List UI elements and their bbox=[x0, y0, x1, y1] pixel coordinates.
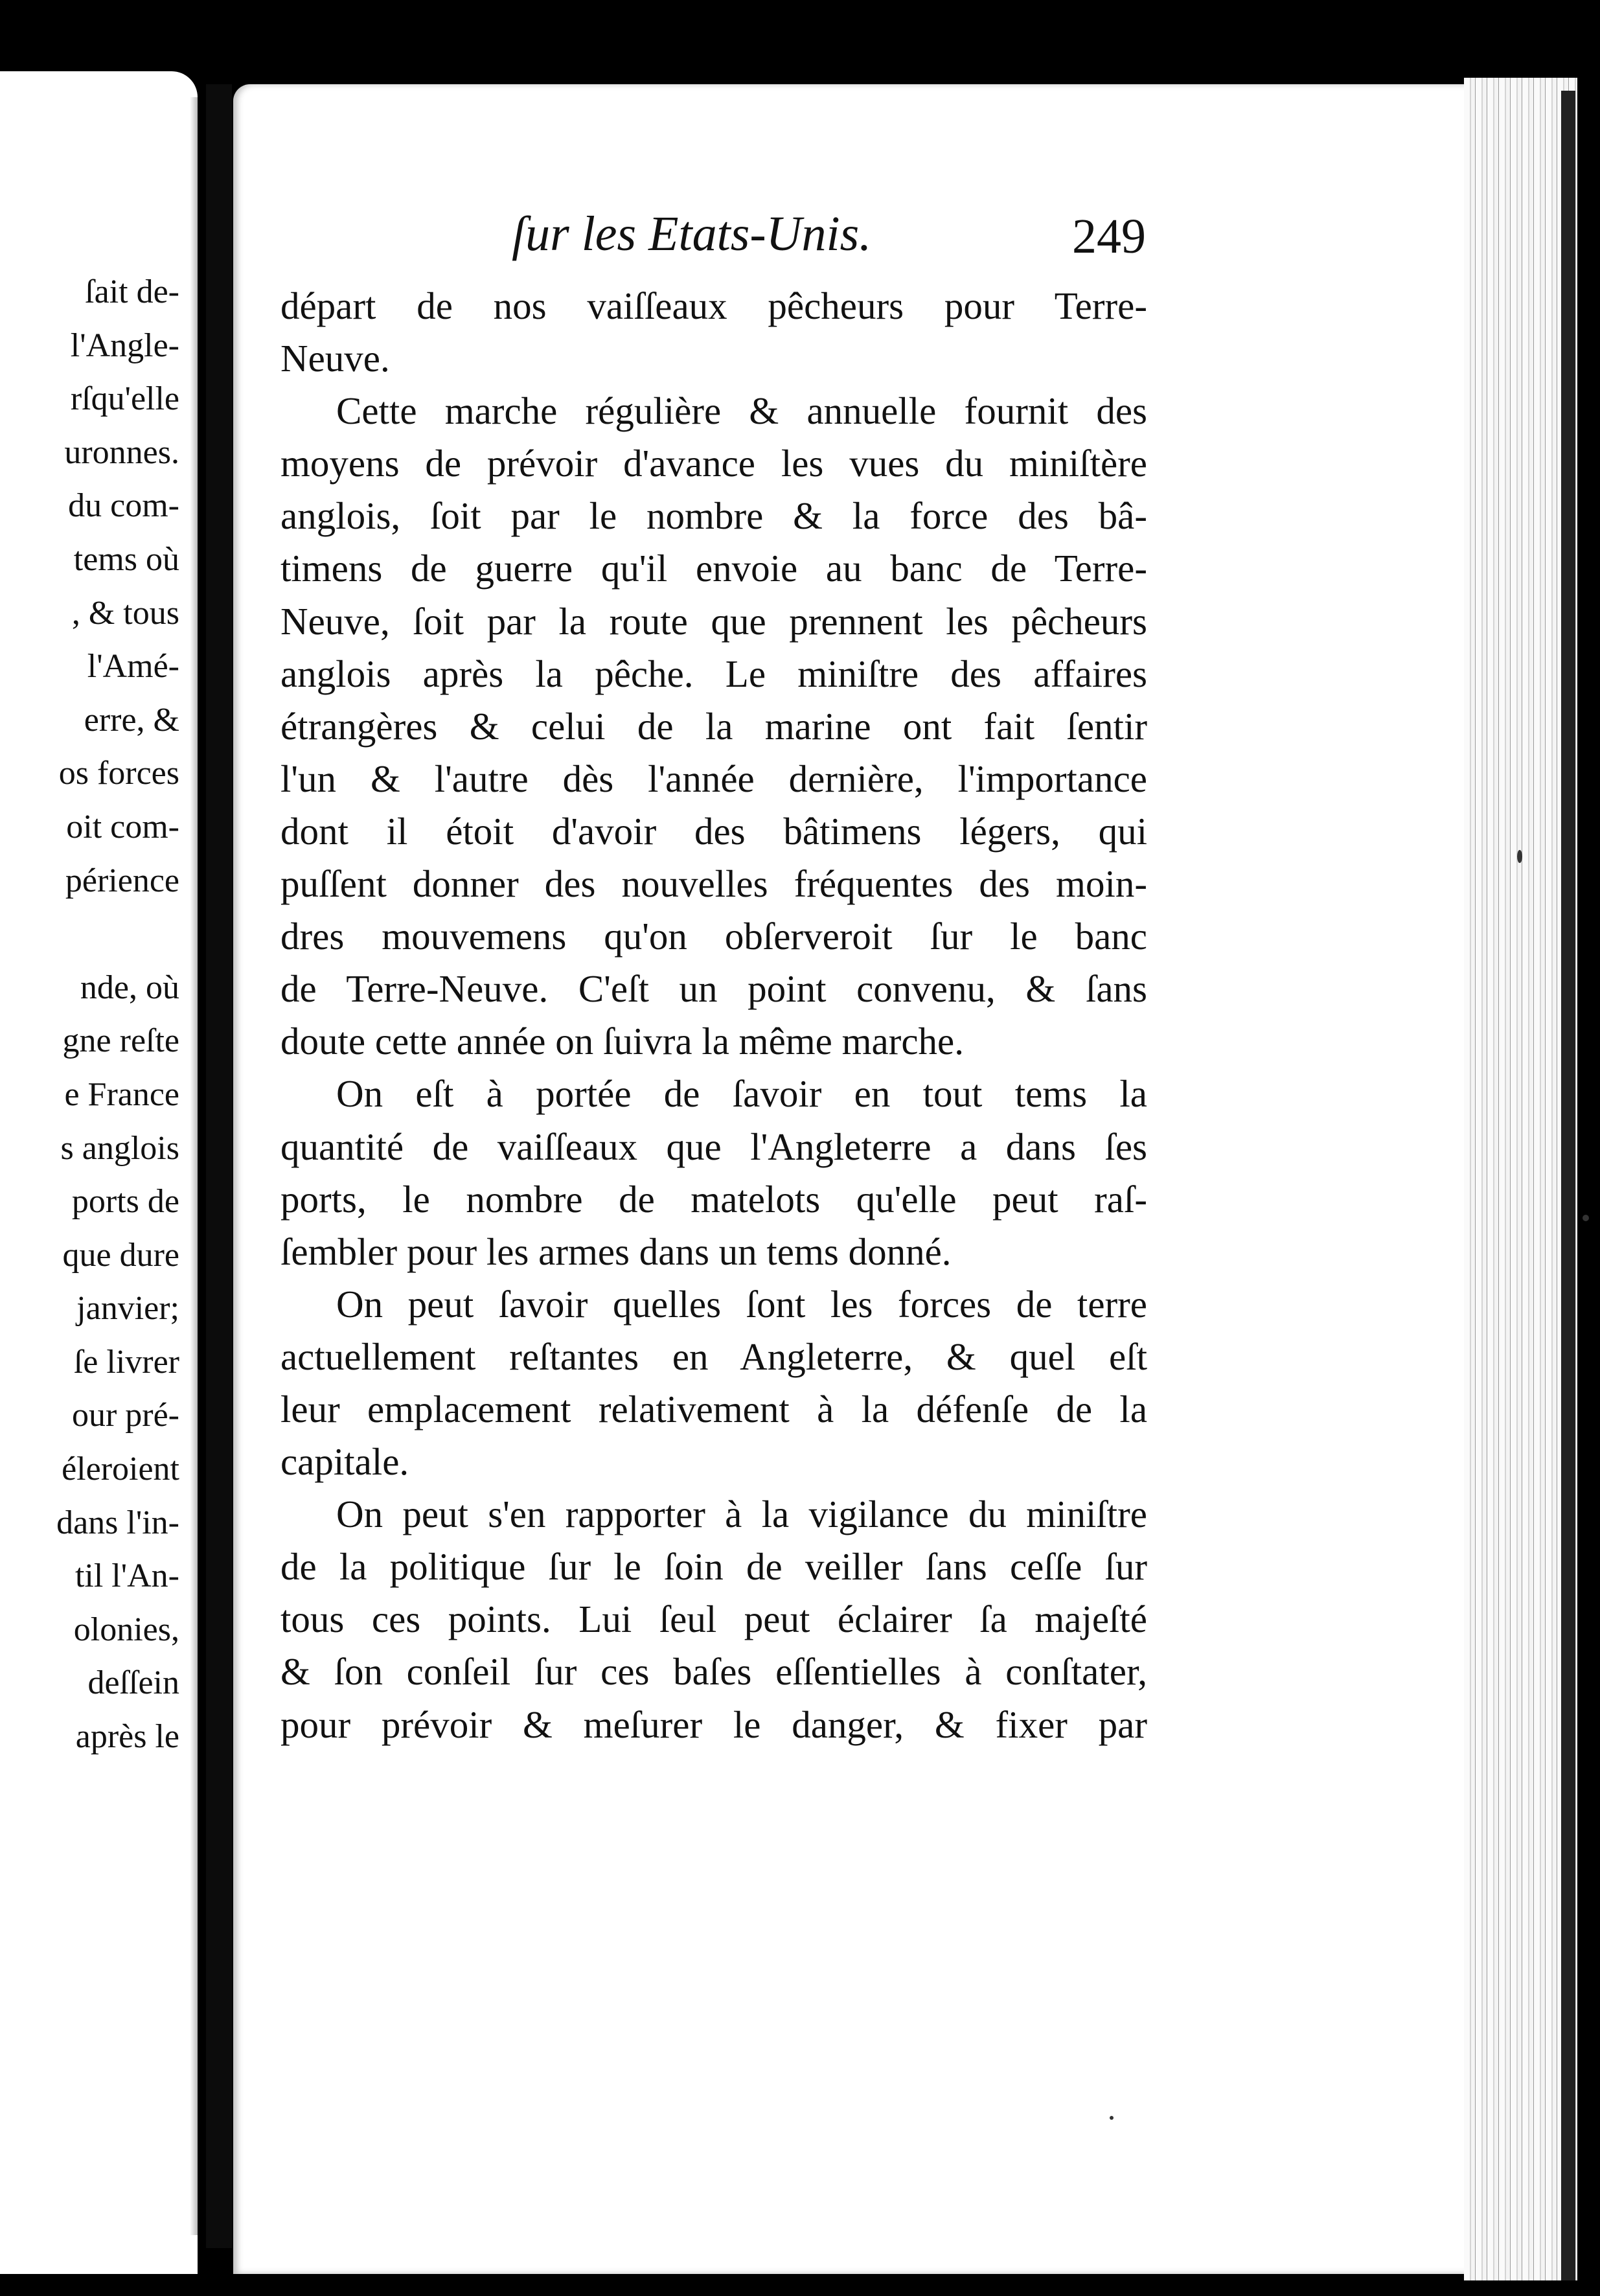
text-line: anglois, ſoit par le nombre & la force des bâ- bbox=[280, 494, 1147, 538]
left-line: ſait de- bbox=[85, 273, 179, 310]
left-line: ſe livrer bbox=[73, 1343, 179, 1381]
text-line: moyens de prévoir d'avance les vues du miniſtère bbox=[280, 442, 1147, 485]
text-line: capitale. bbox=[280, 1440, 409, 1484]
text-line: quantité de vaiſſeaux que l'Angleterre a dans ſes bbox=[280, 1125, 1147, 1168]
text-line: doute cette année on ſuivra la même marche. bbox=[280, 1020, 964, 1063]
text-line: l'un & l'autre dès l'année dernière, l'importance bbox=[280, 757, 1147, 800]
left-line: du com- bbox=[68, 487, 179, 525]
text-line: Cette marche régulière & annuelle fournit des bbox=[336, 389, 1147, 433]
left-line: os forces bbox=[58, 755, 179, 792]
left-line: s anglois bbox=[60, 1129, 179, 1167]
left-line: gne reſte bbox=[62, 1022, 179, 1060]
left-line: l'Angle- bbox=[70, 327, 179, 364]
text-line: leur emplacement relativement à la défenſe de la bbox=[280, 1387, 1147, 1430]
text-line: de la politique ſur le ſoin de veiller ſans ceſſe ſur bbox=[280, 1545, 1147, 1589]
left-line: oit com- bbox=[66, 808, 179, 845]
left-line: que dure bbox=[62, 1236, 179, 1274]
text-line: timens de guerre qu'il envoie au banc de Terre- bbox=[280, 547, 1147, 590]
left-line: erre, & bbox=[84, 701, 179, 739]
page-number: 249 bbox=[1072, 209, 1146, 264]
left-line: périence bbox=[65, 862, 179, 899]
text-line: & ſon conſeil ſur ces baſes eſſentielles à conſtater, bbox=[280, 1650, 1147, 1693]
left-line: tems où bbox=[73, 540, 179, 578]
text-line: puſſent donner des nouvelles fréquentes des moin- bbox=[280, 862, 1147, 906]
text-line: anglois après la pêche. Le miniſtre des affaires bbox=[280, 652, 1147, 695]
text-line: dres mouvemens qu'on obſerveroit ſur le banc bbox=[280, 915, 1147, 958]
left-line: éleroient bbox=[62, 1451, 179, 1488]
left-page-fragment bbox=[0, 71, 198, 2274]
left-line: ports de bbox=[71, 1183, 179, 1221]
left-line: our pré- bbox=[71, 1397, 179, 1434]
text-line: tous ces points. Lui ſeul peut éclairer ſa majeſté bbox=[280, 1598, 1147, 1641]
text-line: ſembler pour les armes dans un tems donné. bbox=[280, 1230, 952, 1273]
text-line: On peut s'en rapporter à la vigilance du miniſtre bbox=[336, 1493, 1147, 1536]
left-line: deſſein bbox=[87, 1664, 179, 1702]
text-line: Neuve. bbox=[280, 337, 390, 380]
page-edge-shadow bbox=[1561, 91, 1575, 2280]
text-line: On eſt à portée de ſavoir en tout tems la bbox=[336, 1072, 1147, 1116]
running-head: ſur les Etats-Unis. bbox=[512, 207, 872, 261]
text-line: ports, le nombre de matelots qu'elle peut raſ- bbox=[280, 1177, 1147, 1221]
left-page-gutter bbox=[190, 97, 198, 2235]
left-line: e France bbox=[64, 1075, 179, 1113]
text-line: pour prévoir & meſurer le danger, & fixer par bbox=[280, 1703, 1147, 1746]
left-line bbox=[5, 908, 179, 961]
left-line: janvier; bbox=[76, 1290, 179, 1327]
print-speck bbox=[1110, 2116, 1114, 2120]
print-speck bbox=[1583, 1215, 1589, 1221]
page-edges bbox=[1464, 78, 1577, 2280]
left-line: après le bbox=[75, 1718, 179, 1756]
left-line: l'Amé- bbox=[87, 648, 179, 685]
left-line: , & tous bbox=[71, 594, 179, 632]
left-page-text bbox=[5, 266, 179, 1764]
print-speck bbox=[1517, 850, 1522, 863]
text-line: départ de nos vaiſſeaux pêcheurs pour Terre- bbox=[280, 284, 1147, 327]
left-line: uronnes. bbox=[64, 433, 179, 471]
body-text bbox=[280, 280, 1147, 1751]
text-line: actuellement reſtantes en Angleterre, & quel eſt bbox=[280, 1335, 1147, 1378]
left-line: til l'An- bbox=[74, 1557, 179, 1595]
text-line: On peut ſavoir quelles ſont les forces de terre bbox=[336, 1282, 1147, 1326]
text-line: de Terre-Neuve. C'eſt un point convenu, & ſans bbox=[280, 967, 1147, 1011]
text-line: étrangères & celui de la marine ont fait ſentir bbox=[280, 704, 1147, 748]
text-line: Neuve, ſoit par la route que prennent les pêcheurs bbox=[280, 599, 1147, 643]
left-line: olonies, bbox=[73, 1611, 179, 1648]
book-spine-shadow bbox=[206, 84, 232, 2248]
text-line: dont il étoit d'avoir des bâtimens légers, qui bbox=[280, 809, 1147, 853]
left-line: nde, où bbox=[80, 969, 179, 1006]
left-line: dans l'in- bbox=[56, 1504, 179, 1541]
left-line: rſqu'elle bbox=[70, 380, 179, 418]
